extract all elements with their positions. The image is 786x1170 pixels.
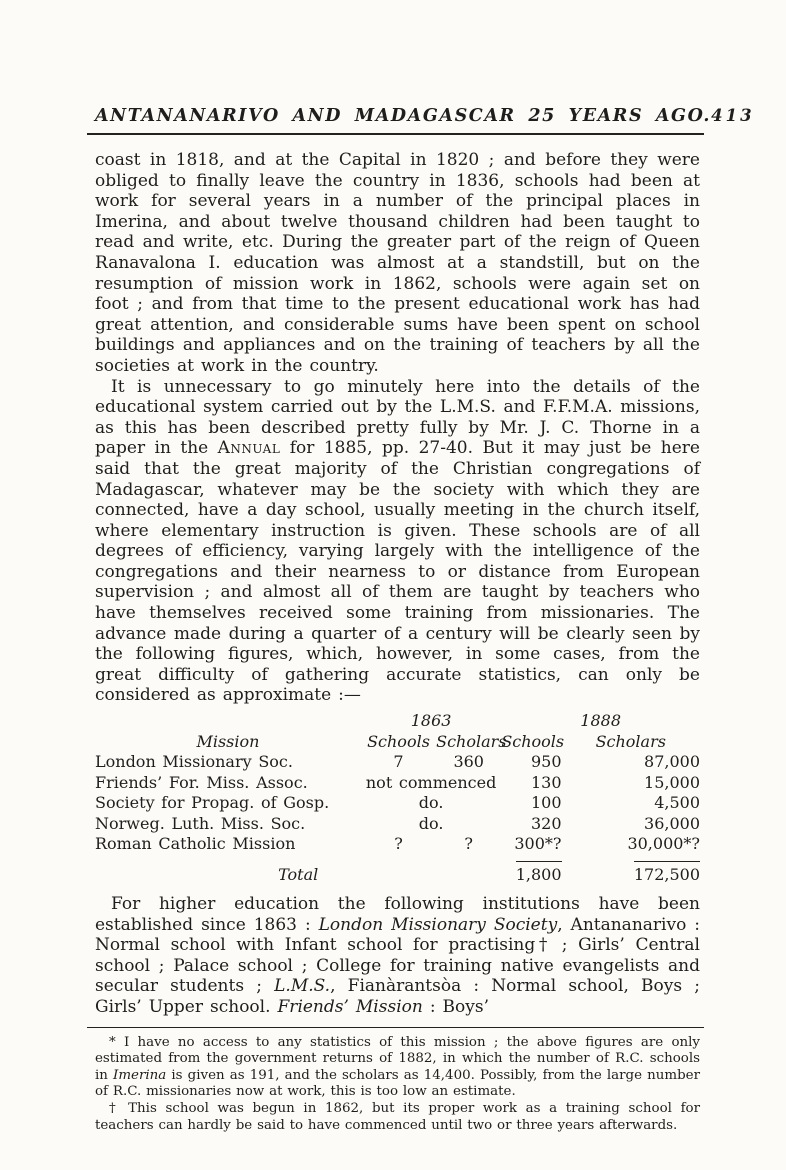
scholars-1888-cell: 87,000: [644, 752, 700, 772]
empty-cell: [95, 711, 361, 732]
column-header-schools-1863: Schools: [367, 731, 430, 751]
paragraph: It is unnecessary to go minutely here into the details of the educational system carried out by the L.M.S. and F.F.M.A. missions, as this has been described pretty fully by Mr. J. C. Thorne in a paper in the Annual for 1885, pp. 27-40. But it may just be here said that the great majority of the Christian congregations of Madagascar, whatever may be the society with which they are connected, have a day school, usually meeting in the church itself, where elementary instruction is given. These schools are of all degrees of efficiency, varying largely with the intelligence of the congregations and their nearness to or distance from European supervision ; and almost all of them are taught by teachers who have themselves received some training from missionaries. The advance made during a quarter of a century will be clearly seen by the following figures, which, however, in some cases, from the great difficulty of gathering accurate statistics, can only be considered as approximate :—: [95, 376, 700, 706]
footnote-rule: [87, 1027, 704, 1028]
table-year-row: [95, 711, 700, 732]
footnotes: [95, 1035, 700, 1135]
scholars-1888-cell: 4,500: [654, 793, 700, 813]
footnote: * I have no access to any statistics of this mission ; the above figures are only estimated from the government returns of 1882, in which the number of R.C. schools in Imerina is given as 191, and the scholars as 14,400. Possibly, from the large number of R.C. missionaries now at work, this is too low an estimate.: [95, 1034, 701, 1100]
table-header-row: [95, 732, 700, 753]
header-rule: [87, 133, 704, 135]
year-header-1863: 1863: [410, 711, 452, 731]
mission-cell: Society for Propag. of Gosp.: [95, 793, 330, 813]
scholars-1888-cell: 36,000: [644, 813, 700, 833]
schools-1863-cell: ?: [394, 834, 403, 854]
schools-1863-cell: 7: [393, 752, 404, 772]
schools-1888-cell: 130: [530, 772, 562, 792]
table-row: [95, 793, 700, 814]
mission-cell: Roman Catholic Mission: [95, 834, 296, 854]
total-scholars-1888: 172,500: [634, 861, 700, 886]
statistics-table: [95, 711, 700, 885]
footnote: † This school was begun in 1862, but its proper work as a training school for teachers can hardly be said to have commenced until two or three years afterwards.: [95, 1100, 700, 1133]
schools-1888-cell: 950: [530, 752, 562, 772]
scholars-1863-cell: ?: [464, 834, 473, 854]
scholars-1888-cell: 15,000: [644, 772, 700, 792]
scholars-1863-cell: 360: [453, 752, 484, 772]
page-number: 413: [711, 106, 755, 125]
total-label: Total: [278, 864, 319, 884]
table-row: [95, 773, 700, 794]
mission-cell: London Missionary Soc.: [95, 752, 293, 772]
schools-scholars-1863-cell: do.: [418, 793, 444, 813]
table-row: [95, 752, 700, 773]
total-schools-1888-cell: [501, 855, 561, 886]
paragraph: coast in 1818, and at the Capital in 1820 ; and before they were obliged to finally leave the country in 1836, schools had been at work for several years in a number of the principal places in Imerina, and about twelve thousand children had been taught to read and write, etc. During the greater part of the reign of Queen Ranavalona I. education was almost at a standstill, but on the resumption of mission work in 1862, schools were again set on foot ; and from that time to the present educational work has had great attention, and considerable sums have been spent on school buildings and appliances and on the training of teachers by all the societies at work in the country.: [95, 150, 700, 376]
total-scholars-1888-cell: [562, 855, 701, 886]
schools-scholars-1863-cell: do.: [418, 813, 444, 833]
total-schools-1888: 1,800: [516, 861, 562, 886]
table-total-row: [95, 855, 700, 886]
schools-1888-cell: 300*?: [514, 834, 562, 854]
table-row: [95, 814, 700, 835]
column-header-schools-1888: Schools: [501, 731, 565, 751]
year-header-1888: 1888: [580, 711, 622, 731]
schools-1888-cell: 320: [530, 813, 562, 833]
column-header-scholars-1863: Scholars: [436, 731, 507, 751]
table-row: [95, 834, 700, 855]
mission-cell: Friends’ For. Miss. Assoc.: [95, 772, 308, 792]
paragraph: For higher education the following institutions have been established since 1863 : London Missionary Society, Antananarivo : Normal school with Infant school for practising† ; Girls’ Central school ; Palace school ; College for training native evangelists and secular students ; L.M.S., Fianàrantsòa : Normal school, Boys ; Girls’ Upper school. Friends’ Mission : Boys’: [95, 894, 700, 1017]
schools-1888-cell: 100: [530, 793, 562, 813]
column-header-mission: Mission: [196, 731, 260, 751]
column-header-scholars-1888: Scholars: [595, 731, 666, 751]
header-title: ANTANANARIVO AND MADAGASCAR 25 YEARS AGO.: [95, 106, 712, 126]
running-header: [95, 106, 755, 126]
mission-cell: Norweg. Luth. Miss. Soc.: [95, 813, 306, 833]
scholars-1888-cell: 30,000*?: [627, 834, 700, 854]
body-text: [95, 150, 700, 1018]
schools-scholars-1863-cell: not commenced: [365, 772, 497, 792]
